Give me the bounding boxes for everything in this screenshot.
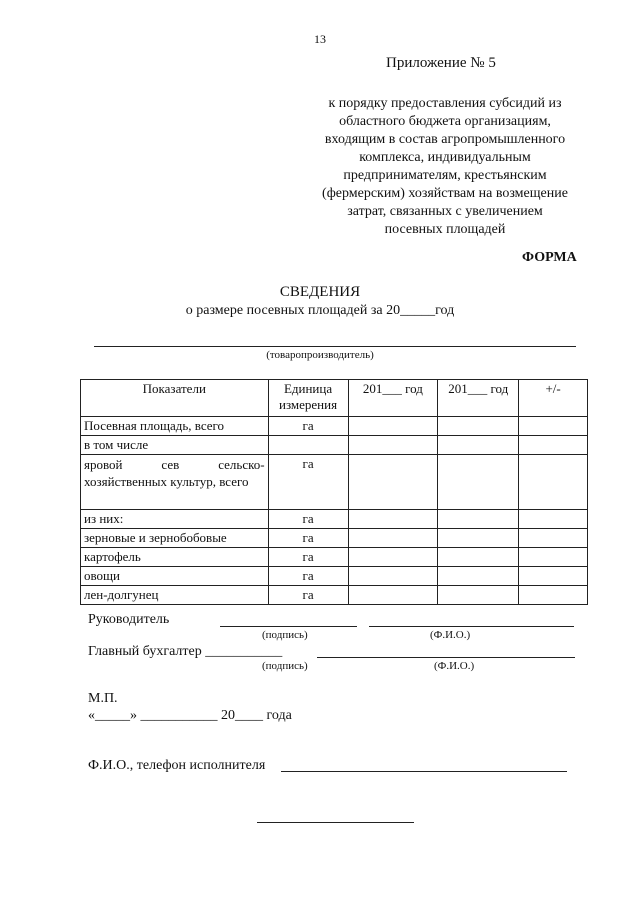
value-cell[interactable]	[438, 529, 519, 548]
value-cell[interactable]	[519, 567, 588, 586]
value-cell[interactable]	[348, 529, 438, 548]
unit-cell	[268, 436, 348, 455]
table-row	[81, 436, 588, 455]
value-cell[interactable]	[348, 436, 438, 455]
table-header-row	[81, 380, 588, 417]
appendix-subtitle-line: комплекса, индивидуальным	[359, 150, 531, 165]
value-cell[interactable]	[438, 417, 519, 436]
seal-label: М.П.	[88, 691, 118, 706]
appendix-subtitle-line: областного бюджета организациям,	[339, 114, 551, 129]
head-signature-line[interactable]	[220, 626, 357, 627]
header-unit: Единица измерения	[268, 380, 348, 417]
header-indicator: Показатели	[81, 380, 269, 417]
unit-cell: га	[268, 510, 348, 529]
head-signature-caption: (подпись)	[262, 629, 308, 641]
value-cell[interactable]	[519, 586, 588, 605]
appendix-subtitle-line: посевных площадей	[384, 222, 506, 237]
data-table	[80, 379, 588, 605]
indicator-cell: зерновые и зернобобовые	[81, 529, 269, 548]
unit-cell: га	[268, 548, 348, 567]
head-name-caption: (Ф.И.О.)	[430, 629, 471, 641]
value-cell[interactable]	[348, 417, 438, 436]
value-cell[interactable]	[348, 548, 438, 567]
indicator-cell: картофель	[81, 548, 269, 567]
value-cell[interactable]	[519, 455, 588, 510]
value-cell[interactable]	[348, 510, 438, 529]
table-row	[81, 586, 588, 605]
indicator-cell: в том числе	[81, 436, 269, 455]
appendix-title: Приложение № 5	[386, 55, 496, 71]
unit-cell: га	[268, 529, 348, 548]
head-label: Руководитель	[88, 612, 170, 627]
chief-accountant-name-caption: (Ф.И.О.)	[434, 660, 475, 672]
producer-caption: (товаропроизводитель)	[266, 349, 374, 361]
value-cell[interactable]	[438, 567, 519, 586]
value-cell[interactable]	[438, 436, 519, 455]
chief-accountant-signature-caption: (подпись)	[262, 660, 308, 672]
indicator-cell: лен-долгунец	[81, 586, 269, 605]
document-subtitle: о размере посевных площадей за 20_____год	[185, 303, 455, 318]
header-year-1: 201___ год	[348, 380, 438, 417]
appendix-subtitle-line: (фермерским) хозяйствам на возмещение	[322, 186, 568, 201]
unit-cell: га	[268, 417, 348, 436]
unit-cell: га	[268, 567, 348, 586]
document-title: СВЕДЕНИЯ	[279, 284, 361, 300]
table-row	[81, 455, 588, 510]
appendix-subtitle-line: к порядку предоставления субсидий из	[328, 96, 562, 111]
appendix-subtitle-line: затрат, связанных с увеличением	[347, 204, 543, 219]
value-cell[interactable]	[438, 455, 519, 510]
header-year-2: 201___ год	[438, 380, 519, 417]
appendix-subtitle	[300, 95, 590, 239]
header-diff: +/-	[519, 380, 588, 417]
value-cell[interactable]	[519, 417, 588, 436]
head-name-line[interactable]	[369, 626, 574, 627]
table-row	[81, 567, 588, 586]
indicator-cell: овощи	[81, 567, 269, 586]
table-row	[81, 510, 588, 529]
value-cell[interactable]	[438, 510, 519, 529]
unit-cell: га	[268, 455, 348, 510]
indicator-cell: из них:	[81, 510, 269, 529]
value-cell[interactable]	[348, 586, 438, 605]
table-row	[81, 529, 588, 548]
value-cell[interactable]	[438, 586, 519, 605]
value-cell[interactable]	[519, 436, 588, 455]
value-cell[interactable]	[519, 548, 588, 567]
value-cell[interactable]	[348, 455, 438, 510]
chief-accountant-label: Главный бухгалтер ___________	[88, 644, 283, 659]
executor-label: Ф.И.О., телефон исполнителя	[88, 758, 266, 773]
value-cell[interactable]	[519, 529, 588, 548]
executor-line[interactable]	[281, 771, 567, 772]
producer-line[interactable]	[94, 346, 576, 347]
appendix-subtitle-line: входящим в состав агропромышленного	[324, 132, 566, 147]
table-row	[81, 548, 588, 567]
value-cell[interactable]	[438, 548, 519, 567]
date-line[interactable]: «_____» ___________ 20____ года	[88, 708, 292, 723]
indicator-cell: Посевная площадь, всего	[81, 417, 269, 436]
chief-accountant-name-line[interactable]	[317, 657, 575, 658]
table-row	[81, 417, 588, 436]
form-label: ФОРМА	[522, 250, 577, 265]
unit-cell: га	[268, 586, 348, 605]
appendix-subtitle-line: предпринимателям, крестьянским	[343, 168, 547, 183]
value-cell[interactable]	[348, 567, 438, 586]
page-number: 13	[314, 32, 326, 46]
indicator-cell: яровой сев сельско-хозяйственных культур, всего	[81, 455, 269, 510]
value-cell[interactable]	[519, 510, 588, 529]
bottom-divider	[257, 822, 414, 823]
